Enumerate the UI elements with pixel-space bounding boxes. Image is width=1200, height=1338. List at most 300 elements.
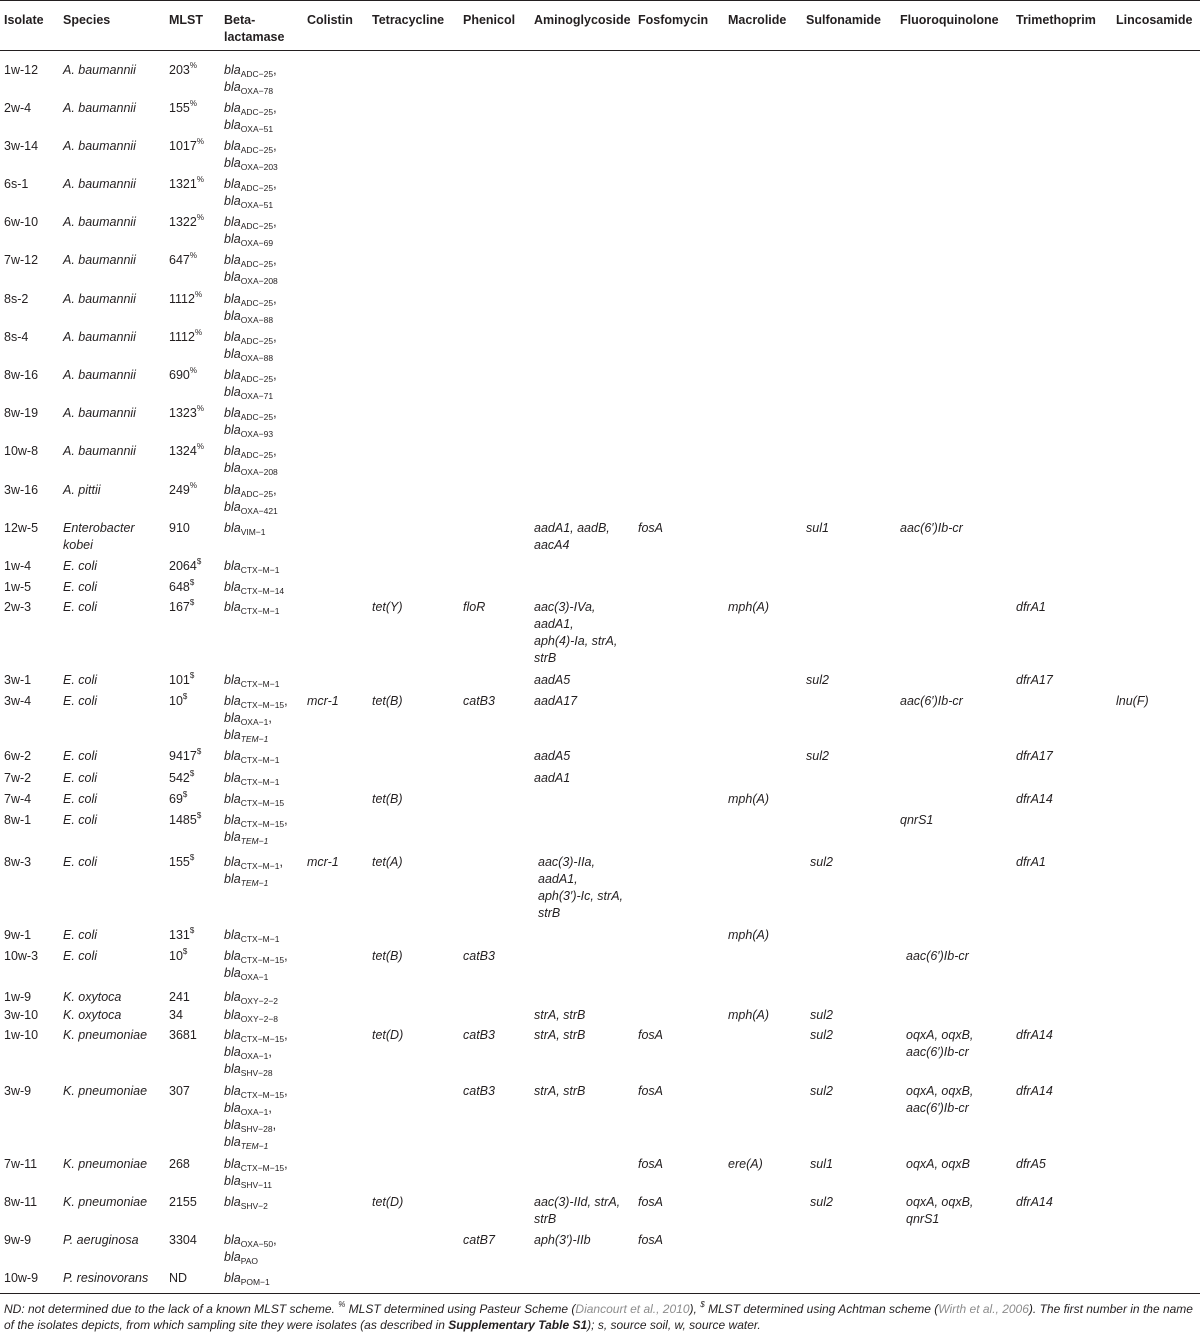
cell-species: E. coli [63, 673, 98, 687]
cell-isolate: 6w-10 [4, 215, 39, 229]
aminoglycoside-gene-line: aadA1, [538, 872, 578, 886]
mlst-value: 249 [169, 483, 190, 497]
beta-lactamase-gene: bla$_{CTX-M-1}$ [224, 673, 280, 689]
cell-bla [224, 1027, 288, 1078]
column-header-sulfonamide: Sulfonamide [806, 13, 882, 27]
cell-species: K. pneumoniae [63, 1084, 148, 1098]
cell-species [63, 520, 135, 554]
cell-tetracycline: tet(Y) [372, 600, 403, 614]
mlst-value: 101 [169, 673, 190, 687]
cell-bla [224, 599, 279, 616]
beta-lactamase-gene: bla$_{TEM-1}$ [224, 728, 269, 744]
aminoglycoside-gene-line: aadA5 [534, 749, 571, 763]
cell-bla [224, 329, 277, 363]
cell-isolate: 2w-4 [4, 101, 32, 115]
cell-bla [224, 1083, 288, 1151]
cell-aminoglycoside [534, 672, 570, 689]
cell-mlst [169, 1194, 197, 1211]
cell-bla [224, 791, 284, 808]
cell-macrolide: mph(A) [728, 1008, 769, 1022]
aminoglycoside-gene-line: strB [534, 651, 557, 665]
cell-tetracycline: tet(A) [372, 855, 403, 869]
beta-lactamase-gene: bla$_{OXA-1}$ [224, 966, 269, 982]
cell-sulfonamide: sul2 [810, 1084, 833, 1098]
cell-species: A. baumannii [63, 63, 136, 77]
cell-trimethoprim: dfrA17 [1016, 673, 1053, 687]
cell-mlst [169, 770, 194, 787]
cell-bla [224, 405, 277, 439]
mlst-value: 1112 [169, 292, 195, 306]
aminoglycoside-gene-line: aph(4)-Ia, strA, [534, 634, 618, 648]
beta-lactamase-gene: bla$_{OXA-203}$ [224, 156, 278, 172]
cell-phenicol: catB3 [463, 949, 495, 963]
mlst-value: 2064 [169, 559, 197, 573]
beta-lactamase-gene: bla$_{OXA-88}$ [224, 347, 274, 363]
cell-isolate: 8w-3 [4, 855, 32, 869]
mlst-value: 2155 [169, 1195, 197, 1209]
aminoglycoside-gene-line: strA, strB [534, 1008, 586, 1022]
beta-lactamase-gene: bla$_{ADC-25}$, [224, 253, 277, 269]
cell-species: A. baumannii [63, 215, 136, 229]
column-header-species: Species [63, 13, 111, 27]
cell-aminoglycoside [534, 1232, 591, 1249]
mlst-scheme-mark: % [189, 366, 197, 375]
cell-mlst [169, 558, 201, 575]
mlst-value: 10 [169, 949, 183, 963]
column-header-lincosamide: Lincosamide [1116, 13, 1193, 27]
mlst-value: 3304 [169, 1233, 197, 1247]
beta-lactamase-gene: bla$_{ADC-25}$, [224, 177, 277, 193]
cell-fosfomycin: fosA [638, 521, 664, 535]
cell-bla [224, 558, 279, 575]
cell-trimethoprim: dfrA14 [1016, 792, 1053, 806]
aminoglycoside-gene-line: aadA1, [534, 617, 574, 631]
cell-species: P. aeruginosa [63, 1233, 139, 1247]
cell-species: K. oxytoca [63, 1008, 122, 1022]
cell-mlst [169, 1083, 190, 1100]
mlst-scheme-mark: % [194, 328, 203, 337]
species-line: Enterobacter [63, 521, 135, 535]
cell-macrolide: mph(A) [728, 792, 769, 806]
cell-isolate: 3w-10 [4, 1008, 39, 1022]
aminoglycoside-gene-line: aacA4 [534, 538, 570, 552]
beta-lactamase-gene: bla$_{TEM-1}$ [224, 872, 269, 888]
cell-species: K. pneumoniae [63, 1195, 148, 1209]
beta-lactamase-gene: bla$_{VIM-1}$ [224, 521, 266, 537]
cell-fluoroquinolone [900, 812, 933, 829]
beta-lactamase-gene: bla$_{OXA-50}$, [224, 1233, 277, 1249]
cell-bla [224, 770, 279, 787]
mlst-scheme-mark: $ [182, 947, 188, 956]
cell-trimethoprim: dfrA1 [1016, 600, 1046, 614]
cell-species: A. baumannii [63, 368, 136, 382]
beta-lactamase-gene: bla$_{CTX-M-15}$, [224, 813, 288, 829]
mlst-scheme-mark: $ [196, 747, 202, 756]
mlst-scheme-mark: $ [189, 578, 195, 587]
column-header-mlst: MLST [169, 13, 204, 27]
beta-lactamase-gene: bla$_{TEM-1}$ [224, 830, 269, 846]
cell-bla [224, 1270, 270, 1287]
cell-mlst [169, 1270, 187, 1287]
beta-lactamase-gene: bla$_{ADC-25}$, [224, 444, 277, 460]
aminoglycoside-gene-line: aac(3)-IId, strA, [534, 1195, 621, 1209]
cell-isolate: 8w-1 [4, 813, 32, 827]
cell-bla [224, 1194, 268, 1211]
cell-species: A. baumannii [63, 406, 136, 420]
mlst-scheme-mark: $ [189, 671, 195, 680]
beta-lactamase-gene: bla$_{OXA-78}$ [224, 80, 274, 96]
cell-species: E. coli [63, 749, 98, 763]
cell-fosfomycin: fosA [638, 1157, 664, 1171]
cell-isolate: 12w-5 [4, 521, 39, 535]
mlst-value: 10 [169, 694, 183, 708]
cell-fluoroquinolone [906, 1156, 970, 1173]
cell-mlst [169, 138, 204, 155]
cell-mlst [169, 927, 194, 944]
cell-bla [224, 1232, 277, 1266]
cell-mlst [169, 812, 201, 829]
cell-mlst [169, 214, 204, 231]
fluoroquinolone-gene-line: oqxA, oqxB, [906, 1084, 974, 1098]
aminoglycoside-gene-line: aac(3)-IIa, [538, 855, 595, 869]
cell-mlst [169, 599, 194, 616]
beta-lactamase-gene: bla$_{CTX-M-1}$ [224, 600, 280, 616]
mlst-value: 1112 [169, 330, 195, 344]
mlst-scheme-mark: % [196, 404, 204, 413]
citation-link[interactable]: Wirth et al., 2006 [938, 1302, 1029, 1316]
beta-lactamase-gene: bla$_{ADC-25}$, [224, 330, 277, 346]
cell-mlst [169, 252, 197, 269]
mlst-scheme-mark: % [194, 290, 203, 299]
mlst-value: 1322 [169, 215, 197, 229]
cell-bla [224, 62, 277, 96]
cell-sulfonamide: sul2 [806, 673, 829, 687]
beta-lactamase-gene: bla$_{ADC-25}$, [224, 139, 277, 155]
beta-lactamase-gene: bla$_{POM-1}$ [224, 1271, 270, 1287]
cell-species: E. coli [63, 928, 98, 942]
cell-bla [224, 672, 279, 689]
cell-isolate: 3w-1 [4, 673, 32, 687]
cell-aminoglycoside [538, 854, 623, 922]
cell-aminoglycoside [534, 599, 617, 667]
beta-lactamase-gene: bla$_{ADC-25}$, [224, 63, 277, 79]
cell-sulfonamide: sul2 [810, 855, 833, 869]
species-line: kobei [63, 538, 93, 552]
column-header-colistin: Colistin [307, 13, 353, 27]
mlst-scheme-mark: % [189, 251, 197, 260]
aminoglycoside-gene-line: strA, strB [534, 1084, 586, 1098]
cell-isolate: 1w-12 [4, 63, 39, 77]
cell-isolate: 6s-1 [4, 177, 29, 191]
mlst-scheme-mark: $ [196, 811, 202, 820]
cell-phenicol: catB3 [463, 694, 495, 708]
cell-aminoglycoside [534, 1083, 585, 1100]
cell-species: E. coli [63, 813, 98, 827]
cell-macrolide: mph(A) [728, 600, 769, 614]
cell-phenicol: catB7 [463, 1233, 495, 1247]
mlst-value: 203 [169, 63, 190, 77]
mlst-scheme-mark: $ [189, 926, 195, 935]
beta-lactamase-gene: bla$_{ADC-25}$, [224, 292, 277, 308]
beta-lactamase-gene: bla$_{CTX-M-1}$ [224, 559, 280, 575]
fluoroquinolone-gene-line: aac(6′)Ib-cr [900, 694, 963, 708]
beta-lactamase-gene: bla$_{OXA-1}$, [224, 1045, 272, 1061]
cell-fluoroquinolone [906, 948, 969, 965]
mlst-value: 268 [169, 1157, 190, 1171]
mlst-scheme-mark: $ [189, 769, 195, 778]
cell-mlst [169, 520, 190, 537]
cell-isolate: 10w-8 [4, 444, 39, 458]
cell-trimethoprim: dfrA14 [1016, 1084, 1053, 1098]
cell-trimethoprim: dfrA5 [1016, 1157, 1046, 1171]
mlst-scheme-mark: % [189, 99, 197, 108]
cell-bla [224, 748, 279, 765]
cell-mlst [169, 579, 194, 596]
fluoroquinolone-gene-line: qnrS1 [906, 1212, 940, 1226]
cell-species: A. baumannii [63, 292, 136, 306]
beta-lactamase-gene: bla$_{CTX-M-15}$ [224, 792, 285, 808]
fluoroquinolone-gene-line: aac(6′)Ib-cr [906, 1101, 969, 1115]
column-header-phenicol: Phenicol [463, 13, 516, 27]
cell-aminoglycoside [534, 1007, 585, 1024]
cell-species: E. coli [63, 771, 98, 785]
cell-mlst [169, 748, 201, 765]
cell-colistin: mcr-1 [307, 694, 339, 708]
mlst-scheme-mark: $ [182, 692, 188, 701]
cell-bla [224, 1156, 288, 1190]
bottom-rule [0, 1293, 1200, 1294]
cell-fluoroquinolone [906, 1083, 973, 1117]
mlst-value: 1485 [169, 813, 197, 827]
beta-lactamase-gene: bla$_{OXA-88}$ [224, 309, 274, 325]
cell-isolate: 3w-4 [4, 694, 32, 708]
column-header-aminoglycoside: Aminoglycoside [534, 13, 631, 27]
cell-bla [224, 948, 288, 982]
cell-fluoroquinolone [900, 693, 963, 710]
column-header-isolate: Isolate [4, 13, 44, 27]
cell-isolate: 1w-5 [4, 580, 32, 594]
beta-lactamase-gene: bla$_{OXY-2-8}$ [224, 1008, 279, 1024]
column-header-trimethoprim: Trimethoprim [1016, 13, 1096, 27]
cell-trimethoprim: dfrA1 [1016, 855, 1046, 869]
cell-bla [224, 989, 278, 1006]
cell-bla [224, 367, 277, 401]
cell-isolate: 7w-4 [4, 792, 32, 806]
cell-bla [224, 927, 279, 944]
cell-fluoroquinolone [906, 1194, 973, 1228]
mlst-value: 1323 [169, 406, 197, 420]
cell-sulfonamide: sul1 [810, 1157, 833, 1171]
cell-bla [224, 100, 277, 134]
aminoglycoside-gene-line: aadA17 [534, 694, 578, 708]
mlst-scheme-mark: % [196, 137, 204, 146]
column-header-macrolide: Macrolide [728, 13, 787, 27]
cell-tetracycline: tet(B) [372, 792, 403, 806]
cell-sulfonamide: sul2 [810, 1028, 833, 1042]
aminoglycoside-gene-line: aph(3′)-Ic, strA, [538, 889, 624, 903]
mlst-value: 131 [169, 928, 190, 942]
mlst-value: 1017 [169, 139, 197, 153]
beta-lactamase-gene: bla$_{ADC-25}$, [224, 406, 277, 422]
cell-mlst [169, 989, 190, 1006]
beta-lactamase-gene: bla$_{SHV-28}$, [224, 1118, 277, 1134]
cell-aminoglycoside [534, 748, 570, 765]
cell-isolate: 6w-2 [4, 749, 32, 763]
footnote: ND: not determined due to the lack of a known MLST scheme. % MLST determined using Pasteur Scheme (Diancourt et al., 2010), $ MLST determined using Achtman scheme (Wirth et al., 2006). The first number in the name of the isolates depicts, from which sampling site they were isolates (as described in Supplementary Table S1); s, source soil, w, source water. [4, 1300, 1193, 1332]
mlst-value: 910 [169, 521, 190, 535]
cell-bla [224, 520, 266, 537]
cell-mlst [169, 693, 187, 710]
mlst-value: 167 [169, 600, 190, 614]
cell-mlst [169, 672, 194, 689]
cell-isolate: 9w-1 [4, 928, 32, 942]
mlst-value: 307 [169, 1084, 190, 1098]
mlst-value: 690 [169, 368, 190, 382]
supplementary-table-link[interactable]: Supplementary Table S1 [448, 1318, 588, 1332]
header-rule [0, 50, 1200, 51]
cell-fluoroquinolone [906, 1027, 973, 1061]
cell-tetracycline: tet(B) [372, 694, 403, 708]
cell-phenicol: floR [463, 600, 486, 614]
fluoroquinolone-gene-line: aac(6′)Ib-cr [900, 521, 963, 535]
cell-mlst [169, 1156, 190, 1173]
cell-species: E. coli [63, 949, 98, 963]
beta-lactamase-gene: bla$_{CTX-M-15}$, [224, 1157, 288, 1173]
cell-species: A. baumannii [63, 253, 136, 267]
cell-species: A. baumannii [63, 139, 136, 153]
beta-lactamase-gene: bla$_{OXA-208}$ [224, 270, 278, 286]
mlst-value: 241 [169, 990, 190, 1004]
beta-lactamase-gene: bla$_{CTX-M-15}$, [224, 694, 288, 710]
cell-species: K. pneumoniae [63, 1157, 148, 1171]
beta-lactamase-gene: bla$_{CTX-M-1}$, [224, 855, 283, 871]
cell-bla [224, 214, 277, 248]
cell-mlst [169, 443, 204, 460]
cell-bla [224, 579, 284, 596]
cell-trimethoprim: dfrA17 [1016, 749, 1053, 763]
mlst-value: ND [169, 1271, 188, 1285]
cell-species: E. coli [63, 792, 98, 806]
beta-lactamase-gene: bla$_{OXA-51}$ [224, 194, 274, 210]
cell-fluoroquinolone [900, 520, 963, 537]
aminoglycoside-gene-line: strA, strB [534, 1028, 586, 1042]
beta-lactamase-gene: bla$_{CTX-M-15}$, [224, 1028, 288, 1044]
cell-isolate: 3w-9 [4, 1084, 32, 1098]
cell-isolate: 1w-4 [4, 559, 32, 573]
mlst-scheme-mark: $ [189, 598, 195, 607]
beta-lactamase-gene: bla$_{CTX-M-15}$, [224, 1084, 288, 1100]
cell-species: P. resinovorans [63, 1271, 149, 1285]
aminoglycoside-gene-line: strB [538, 906, 561, 920]
cell-species: A. baumannii [63, 444, 136, 458]
cell-species: A. baumannii [63, 101, 136, 115]
beta-lactamase-gene: bla$_{CTX-M-1}$ [224, 771, 280, 787]
cell-mlst [169, 482, 197, 499]
beta-lactamase-gene: bla$_{OXA-1}$, [224, 711, 272, 727]
cell-mlst [169, 291, 202, 308]
citation-link[interactable]: Diancourt et al., 2010 [575, 1302, 690, 1316]
cell-isolate: 7w-2 [4, 771, 32, 785]
beta-lactamase-gene: bla$_{ADC-25}$, [224, 368, 277, 384]
cell-fosfomycin: fosA [638, 1195, 664, 1209]
cell-aminoglycoside [534, 693, 577, 710]
beta-lactamase-gene: bla$_{CTX-M-15}$, [224, 949, 288, 965]
cell-tetracycline: tet(D) [372, 1028, 404, 1042]
aminoglycoside-gene-line: aadA5 [534, 673, 571, 687]
cell-colistin: mcr-1 [307, 855, 339, 869]
mlst-scheme-mark: % [196, 213, 204, 222]
cell-bla [224, 854, 283, 888]
cell-bla [224, 252, 278, 286]
column-header-tetracycline: Tetracycline [372, 13, 445, 27]
cell-species: A. baumannii [63, 177, 136, 191]
cell-isolate: 1w-10 [4, 1028, 39, 1042]
mlst-scheme-mark: $ [182, 790, 188, 799]
cell-phenicol: catB3 [463, 1084, 495, 1098]
beta-lactamase-gene: bla$_{PAO}$ [224, 1250, 259, 1266]
beta-lactamase-gene: bla$_{ADC-25}$, [224, 483, 277, 499]
mlst-scheme-mark: % [189, 61, 197, 70]
cell-isolate: 2w-3 [4, 600, 32, 614]
column-header-fosfomycin: Fosfomycin [638, 13, 709, 27]
cell-isolate: 3w-14 [4, 139, 39, 153]
beta-lactamase-gene: bla$_{OXA-1}$, [224, 1101, 272, 1117]
cell-isolate: 8s-4 [4, 330, 29, 344]
cell-mlst [169, 367, 197, 384]
cell-mlst [169, 854, 194, 871]
cell-mlst [169, 100, 197, 117]
cell-sulfonamide: sul2 [806, 749, 829, 763]
cell-fosfomycin: fosA [638, 1028, 664, 1042]
cell-macrolide: mph(A) [728, 928, 769, 942]
cell-isolate: 10w-3 [4, 949, 39, 963]
aminoglycoside-gene-line: aadA1 [534, 771, 571, 785]
cell-tetracycline: tet(D) [372, 1195, 404, 1209]
cell-mlst [169, 62, 197, 79]
cell-macrolide: ere(A) [728, 1157, 763, 1171]
mlst-scheme-mark: % [189, 481, 197, 490]
beta-lactamase-gene: bla$_{ADC-25}$, [224, 101, 277, 117]
beta-lactamase-gene: bla$_{ADC-25}$, [224, 215, 277, 231]
cell-species: E. coli [63, 600, 98, 614]
mlst-scheme-mark: $ [196, 557, 202, 566]
mlst-value: 647 [169, 253, 190, 267]
cell-mlst [169, 329, 202, 346]
cell-trimethoprim: dfrA14 [1016, 1028, 1053, 1042]
cell-aminoglycoside [534, 520, 610, 554]
fluoroquinolone-gene-line: aac(6′)Ib-cr [906, 949, 969, 963]
cell-species: A. baumannii [63, 330, 136, 344]
cell-isolate: 7w-12 [4, 253, 39, 267]
beta-lactamase-gene: bla$_{SHV-11}$ [224, 1174, 272, 1190]
beta-lactamase-gene: bla$_{TEM-1}$ [224, 1135, 269, 1151]
beta-lactamase-gene: bla$_{OXY-2-2}$ [224, 990, 279, 1006]
cell-species: K. pneumoniae [63, 1028, 148, 1042]
cell-fosfomycin: fosA [638, 1084, 664, 1098]
top-rule [0, 0, 1200, 1]
cell-mlst [169, 405, 204, 422]
cell-isolate: 3w-16 [4, 483, 39, 497]
cell-bla [224, 138, 278, 172]
cell-sulfonamide: sul1 [806, 521, 829, 535]
mlst-value: 69 [169, 792, 183, 806]
beta-lactamase-gene: bla$_{OXA-69}$ [224, 232, 274, 248]
mlst-scheme-mark: % [196, 442, 204, 451]
cell-mlst [169, 948, 187, 965]
mlst-value: 155 [169, 855, 190, 869]
cell-bla [224, 291, 277, 325]
beta-lactamase-gene: bla$_{OXA-208}$ [224, 461, 278, 477]
